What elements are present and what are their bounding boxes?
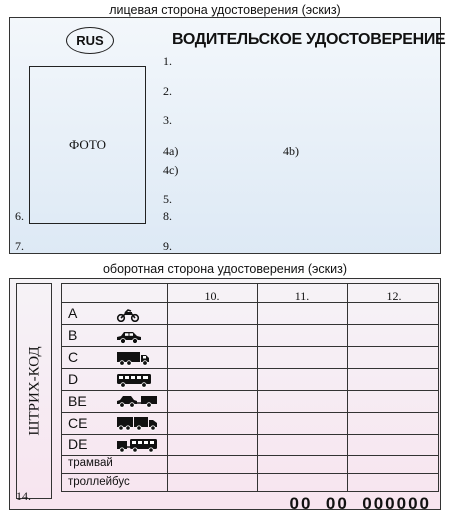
bus-icon <box>116 372 152 388</box>
license-title: ВОДИТЕЛЬСКОЕ УДОСТОВЕРЕНИЕ <box>172 31 446 48</box>
field-14: 14. <box>16 489 31 503</box>
car-icon <box>116 330 142 344</box>
field-4b: 4b) <box>283 144 299 158</box>
category-trolleybus: троллейбус <box>68 476 130 488</box>
bus-trailer-icon <box>116 437 158 453</box>
category-be: BE <box>68 393 87 409</box>
serial-number: 00 00 000000 <box>289 494 431 513</box>
motorcycle-icon <box>116 308 140 322</box>
category-d: D <box>68 371 79 387</box>
category-c: C <box>68 349 79 365</box>
category-de: DE <box>68 436 88 452</box>
category-a: A <box>68 305 78 321</box>
photo-box <box>29 66 146 224</box>
truck-icon <box>116 350 150 366</box>
category-ce: CE <box>68 415 88 431</box>
field-6: 6. <box>15 209 24 223</box>
field-8: 8. <box>163 209 172 223</box>
back-caption: оборотная сторона удостоверения (эскиз) <box>102 262 348 276</box>
field-4a: 4a) <box>163 144 179 158</box>
truck-trailer-icon <box>116 415 158 431</box>
front-caption: лицевая сторона удостоверения (эскиз) <box>109 3 341 17</box>
column-header-12: 12. <box>386 289 402 303</box>
field-9: 9. <box>163 239 172 253</box>
column-header-11: 11. <box>294 289 310 303</box>
field-3: 3. <box>163 113 172 127</box>
field-1: 1. <box>163 54 172 68</box>
photo-label: ФОТО <box>69 137 106 152</box>
field-2: 2. <box>163 84 172 98</box>
category-tram: трамвай <box>68 457 113 469</box>
car-trailer-icon <box>116 394 158 408</box>
category-table <box>61 283 439 492</box>
column-header-10: 10. <box>204 289 220 303</box>
license-back <box>9 278 441 513</box>
field-5: 5. <box>163 192 172 206</box>
barcode-label: ШТРИХ-КОД <box>26 346 43 436</box>
country-badge: RUS <box>66 27 114 54</box>
field-4c: 4c) <box>163 163 179 177</box>
license-front <box>9 17 446 254</box>
field-7: 7. <box>15 239 24 253</box>
category-b: B <box>68 327 78 343</box>
